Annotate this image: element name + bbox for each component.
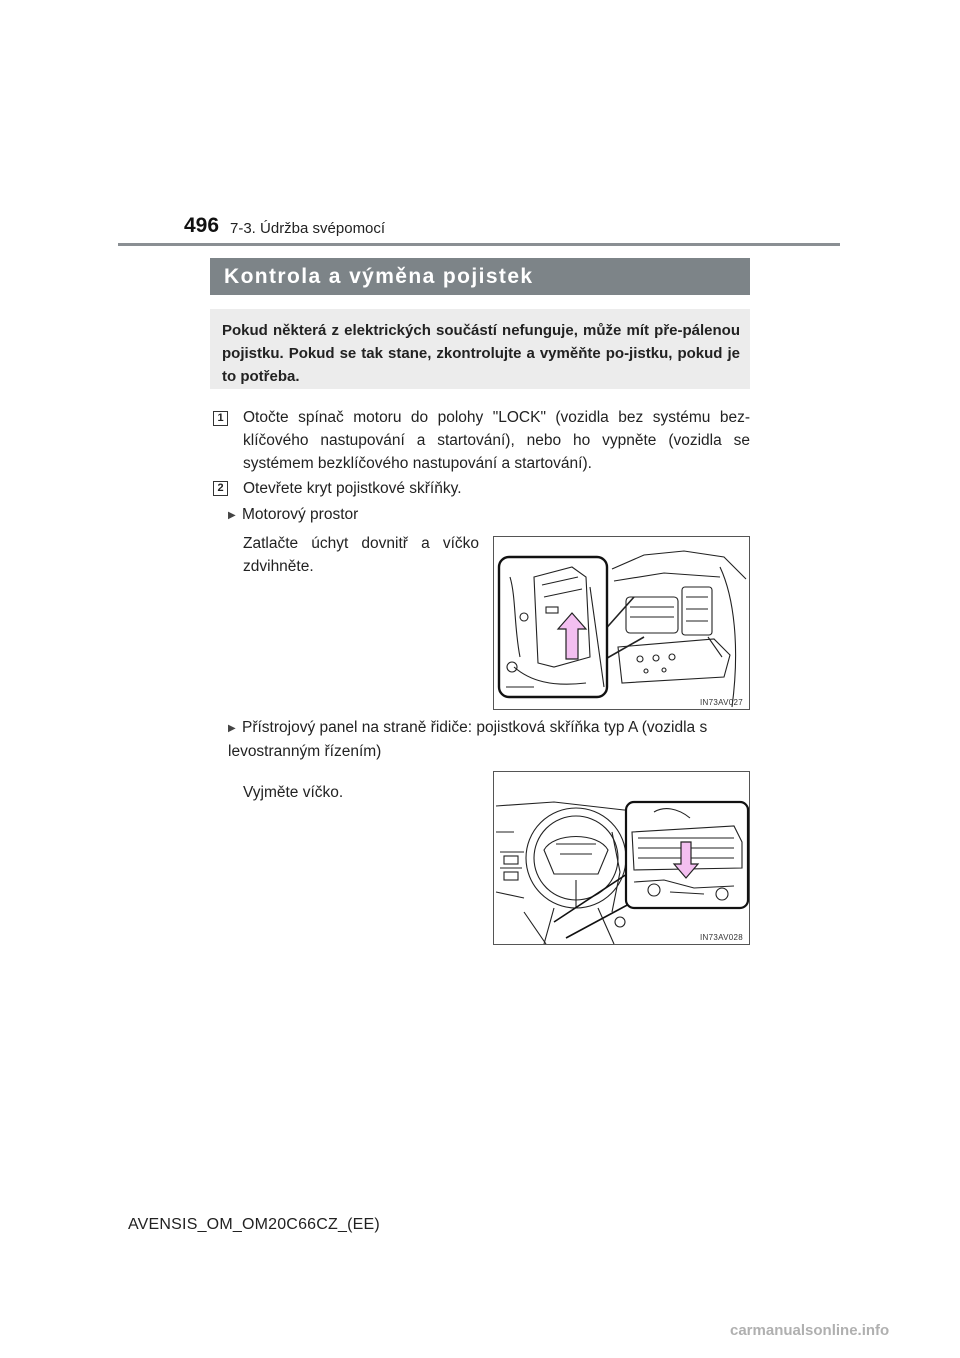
figure-instrument-panel-fuse-box <box>493 771 750 945</box>
intro-text: Pokud některá z elektrických součástí nefunguje, může mít pře-pálenou pojistku. Pokud se tak stane, zkontrolujte a vyměňte po-jistku, pokud je to potřeba. <box>222 322 740 385</box>
subsection-description-engine: Zatlačte úchyt dovnitř a víčko zdvihněte. <box>243 535 479 575</box>
section-title: Kontrola a výměna pojistek <box>210 258 750 295</box>
subsection-heading-instrument <box>228 716 748 763</box>
engine-compartment-illustration <box>494 537 750 710</box>
footer-model-code: AVENSIS_OM_OM20C66CZ_(EE) <box>128 1216 380 1233</box>
triangle-right-icon: ▶ <box>228 723 236 734</box>
figure-code-instrument: IN73AV028 <box>699 933 743 942</box>
subsection-heading-engine <box>228 503 748 527</box>
step-text-2: Otevřete kryt pojistkové skříňky. <box>243 480 462 497</box>
step-text-1: Otočte spínač motoru do polohy "LOCK" (vozidla bez systému bez-klíčového nastupování a startování), nebo ho vypněte (vozidla se systémem bezklíčového nastupování a startování). <box>243 409 750 472</box>
instrument-panel-illustration <box>494 772 750 945</box>
figure-code-engine: IN73AV027 <box>699 698 743 707</box>
step-number-2: 2 <box>213 481 228 496</box>
subsection-heading-text: Motorový prostor <box>242 506 359 523</box>
watermark: carmanualsonline.info <box>730 1322 890 1339</box>
section-label: 7-3. Údržba svépomocí <box>230 220 386 237</box>
subsection-description-instrument: Vyjměte víčko. <box>243 784 344 801</box>
subsection-heading-text: Přístrojový panel na straně řidiče: pojistková skříňka typ A (vozidla s levostranným řízením) <box>228 719 708 760</box>
figure-engine-fuse-box <box>493 536 750 710</box>
intro-box <box>210 309 750 389</box>
triangle-right-icon: ▶ <box>228 510 236 521</box>
header-divider <box>118 243 840 246</box>
page-number: 496 <box>184 214 220 237</box>
step-number-1: 1 <box>213 411 228 426</box>
